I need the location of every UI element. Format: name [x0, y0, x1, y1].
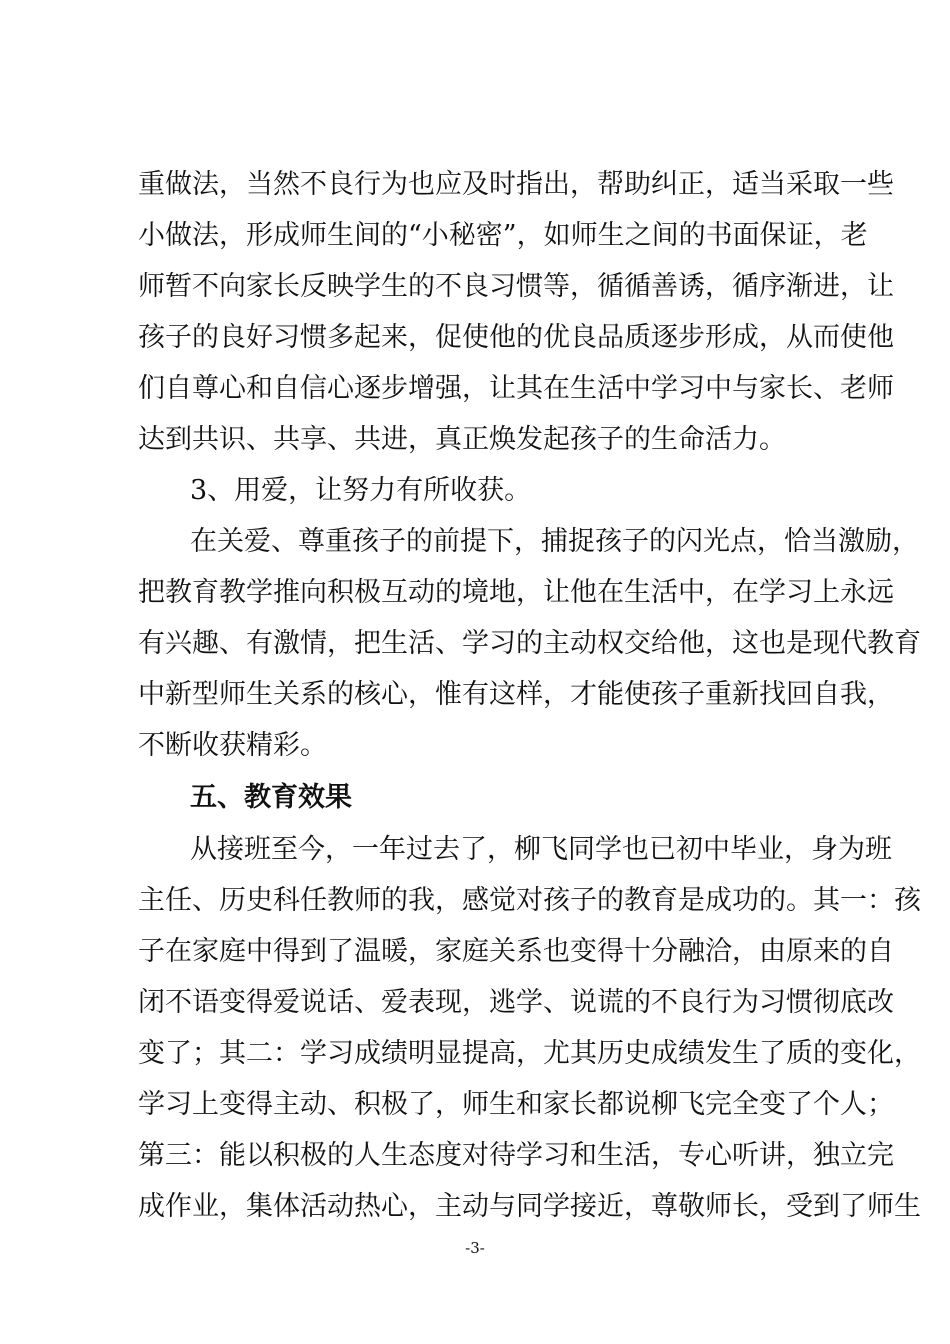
- paragraph-line: 把教育教学推向积极互动的境地，让他在生活中，在学习上永远: [138, 577, 894, 608]
- paragraph-line: 重做法，当然不良行为也应及时指出，帮助纠正，适当采取一些: [138, 169, 894, 200]
- paragraph-line: 学习上变得主动、积极了，师生和家长都说柳飞完全变了个人；: [138, 1089, 894, 1120]
- paragraph-line: 有兴趣、有激情，把生活、学习的主动权交给他，这也是现代教育: [138, 628, 921, 659]
- subheading-line: 3、用爱，让努力有所收获。: [190, 475, 532, 506]
- paragraph-line: 子在家庭中得到了温暖，家庭关系也变得十分融洽，由原来的自: [138, 936, 894, 967]
- paragraph-line: 在关爱、尊重孩子的前提下，捕捉孩子的闪光点，恰当激励，: [190, 526, 919, 557]
- paragraph-line: 达到共识、共享、共进，真正焕发起孩子的生命活力。: [138, 424, 786, 455]
- paragraph-line: 孩子的良好习惯多起来，促使他的优良品质逐步形成，从而使他: [138, 322, 894, 353]
- paragraph-line: 主任、历史科任教师的我，感觉对孩子的教育是成功的。其一：孩: [138, 885, 921, 916]
- paragraph-line: 中新型师生关系的核心，惟有这样，才能使孩子重新找回自我，: [138, 679, 894, 710]
- paragraph-line: 第三：能以积极的人生态度对待学习和生活，专心听讲，独立完: [138, 1140, 894, 1171]
- paragraph-line: 师暂不向家长反映学生的不良习惯等，循循善诱，循序渐进，让: [138, 271, 894, 302]
- paragraph-line: 变了；其二：学习成绩明显提高，尤其历史成绩发生了质的变化，: [138, 1038, 921, 1069]
- paragraph-line: 从接班至今，一年过去了，柳飞同学也已初中毕业，身为班: [190, 834, 892, 865]
- paragraph-line: 们自尊心和自信心逐步增强，让其在生活中学习中与家长、老师: [138, 373, 894, 404]
- section-heading: 五、教育效果: [190, 782, 352, 813]
- paragraph-line: 不断收获精彩。: [138, 730, 327, 761]
- paragraph-line: 闭不语变得爱说话、爱表现，逃学、说谎的不良行为习惯彻底改: [138, 987, 894, 1018]
- page-number: -3-: [465, 1239, 485, 1257]
- paragraph-line: 小做法，形成师生间的“小秘密”，如师生之间的书面保证，老: [138, 220, 868, 251]
- paragraph-line: 成作业，集体活动热心，主动与同学接近，尊敬师长，受到了师生: [138, 1191, 921, 1222]
